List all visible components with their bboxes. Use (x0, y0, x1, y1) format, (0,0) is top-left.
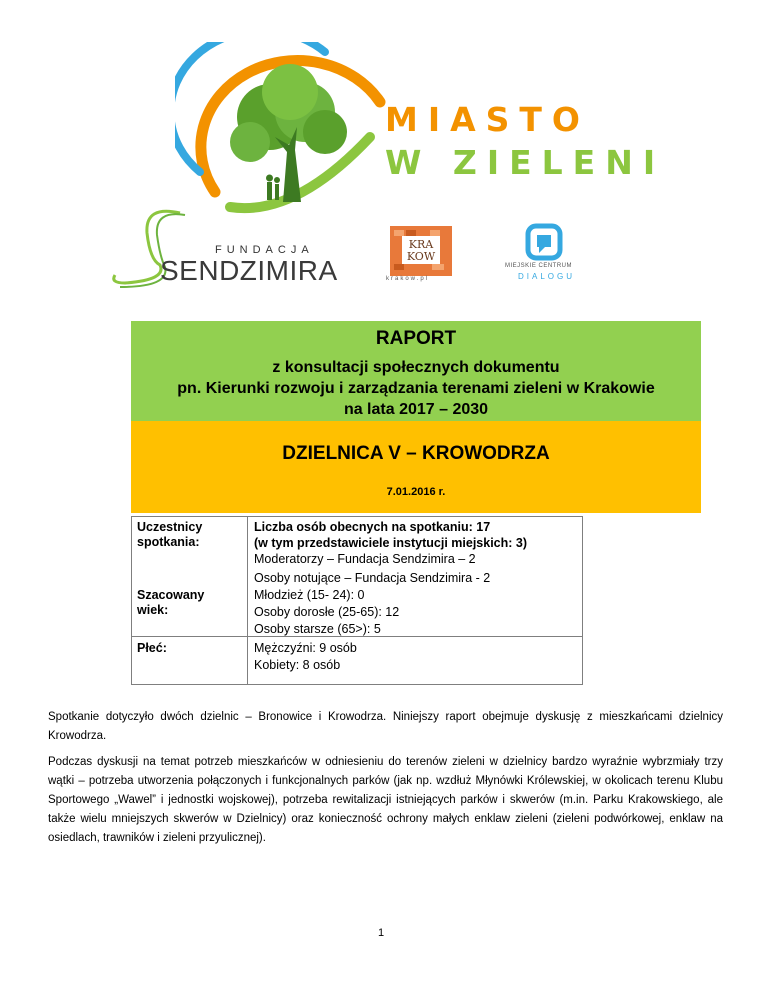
info-line: (w tym przedstawiciele instytucji miejskich: 3) (254, 536, 528, 550)
subtitle-line-2: pn. Kierunki rozwoju i zarządzania terenami zieleni w Krakowie (177, 380, 655, 397)
miasto-w-zieleni-logo (175, 42, 395, 222)
page-number: 1 (378, 927, 385, 939)
info-line: Osoby notujące – Fundacja Sendzimira - 2 (254, 571, 491, 585)
info-line: Osoby starsze (65>): 5 (254, 622, 381, 636)
fundacja-label: FUNDACJA (215, 244, 314, 256)
info-line: Młodzież (15- 24): 0 (254, 588, 365, 602)
age-label: Szacowany wiek: (137, 588, 205, 617)
mcd-line1: MIEJSKIE CENTRUM (505, 263, 573, 269)
district-title: DZIELNICA V – KROWODRZA (282, 443, 550, 464)
krakow-url: krakow.pl (386, 276, 430, 282)
meeting-date: 7.01.2016 r. (386, 486, 446, 498)
sendzimira-label: SENDZIMIRA (160, 255, 338, 286)
subtitle-line-1: z konsultacji społecznych dokumentu (272, 359, 560, 376)
info-line: Kobiety: 8 osób (254, 658, 341, 672)
mcd-line2: DIALOGU (518, 272, 576, 281)
subtitle-line-3: na lata 2017 – 2030 (343, 401, 489, 418)
miasto-w-zieleni-wordmark (385, 100, 665, 182)
info-line: Osoby dorosłe (25-65): 12 (254, 605, 400, 619)
info-line: Moderatorzy – Fundacja Sendzimira – 2 (254, 552, 476, 566)
paragraph-discussion: Podczas dyskusji na temat potrzeb mieszkańców w odniesieniu do terenów zieleni w dzielnicy bardzo wyraźnie wybrzmiały trzy wątki – potrzeba utworzenia połączonych i funkcjonalnych parków (jak np. wzdłuż Młynówki Królewskiej, w okolicach terenu Klubu Sportowego „Wawel” i jednostki wojskowej), potrzeba rewitalizacji istniejących parków i skwerów (m.in. Parku Krakowskiego, ale także wielu mniejszych skwerów w Dzielnicy) oraz konieczność ochrony małych enklaw zieleni (zieleni podwórkowej, enklaw na osiedlach, trawników i zieleni przyulicznej). (48, 756, 723, 844)
svg-text:KRA: KRA (408, 238, 434, 251)
gender-label: Płeć: (137, 641, 167, 655)
info-line: Liczba osób obecnych na spotkaniu: 17 (254, 520, 491, 534)
miasto-text: MIASTO (385, 100, 590, 139)
w-zieleni-text: W ZIELENI (385, 143, 666, 182)
report-subtitle (131, 357, 701, 420)
participants-label: Uczestnicy spotkania: (137, 520, 203, 549)
paragraph-intro: Spotkanie dotyczyło dwóch dzielnic – Bronowice i Krowodrza. Niniejszy raport obejmuje dyskusję z mieszkańcami dzielnicy Krowodrza. (48, 711, 723, 742)
report-title: RAPORT (375, 328, 457, 349)
mcd-icon (525, 223, 563, 261)
district-band (131, 421, 701, 513)
info-line: Mężczyźni: 9 osób (254, 641, 357, 655)
svg-text:KOW: KOW (406, 250, 436, 263)
